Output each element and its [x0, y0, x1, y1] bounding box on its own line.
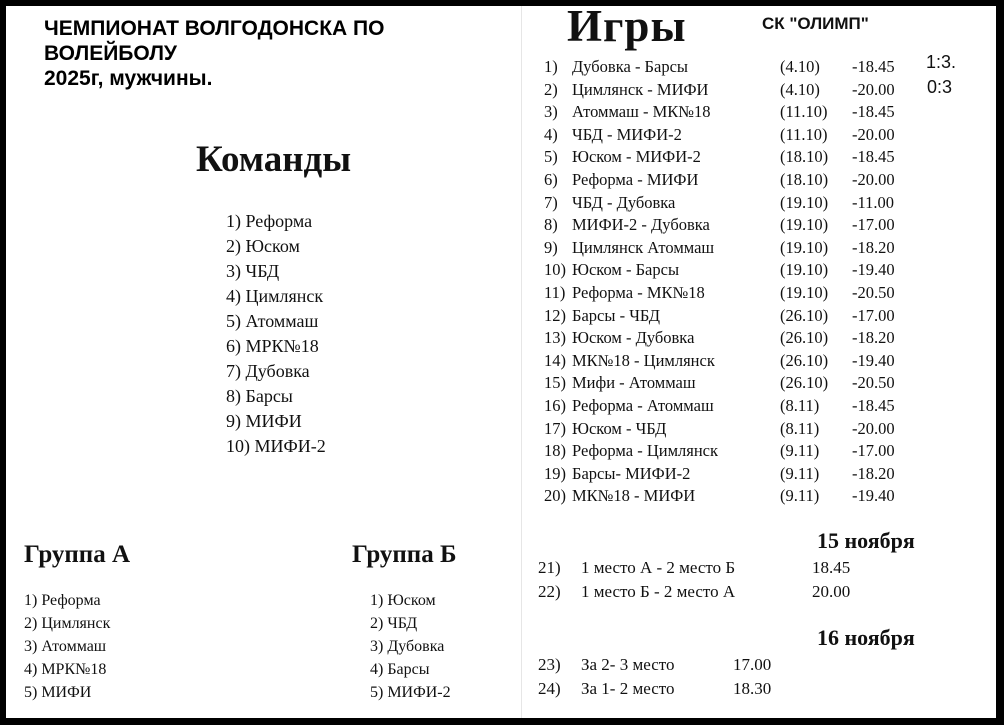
game-number: 17) [544, 418, 566, 438]
game-row [536, 463, 936, 486]
game-date: (8.11) [780, 395, 820, 415]
game-match: МИФИ-2 - Дубовка [572, 215, 710, 235]
group-a-title: Группа А [24, 541, 131, 568]
group-a-item: 2) Цимлянск [24, 615, 111, 632]
group-a-list [24, 589, 110, 704]
game-number: 11) [544, 282, 566, 302]
game-date: (26.10) [780, 350, 829, 370]
team-item: 9) МИФИ [226, 411, 302, 431]
game-number: 14) [544, 350, 566, 370]
game-match: Цимлянск - МИФИ [572, 79, 709, 99]
game-row [536, 124, 936, 147]
game-date: (11.10) [780, 102, 828, 122]
final-description: За 2- 3 место [581, 655, 675, 674]
games-list [536, 56, 936, 508]
game-row [536, 350, 936, 373]
game-date: (19.10) [780, 192, 829, 212]
final-description: За 1- 2 место [581, 679, 675, 698]
team-item: 7) Дубовка [226, 361, 310, 381]
team-item: 1) Реформа [226, 211, 313, 231]
game-number: 5) [544, 147, 558, 167]
game-time: -18.45 [852, 147, 895, 167]
game-number: 15) [544, 373, 566, 393]
game-match: Юском - ЧБД [572, 418, 667, 438]
game-time: -19.40 [852, 350, 895, 370]
game-date: (19.10) [780, 215, 829, 235]
final-time: 18.30 [733, 679, 772, 698]
header-line-2: ВОЛЕЙБОЛУ [44, 42, 177, 65]
final-time: 17.00 [733, 655, 772, 674]
game-number: 7) [544, 192, 558, 212]
game-time: -18.20 [852, 328, 895, 348]
group-b-title: Группа Б [352, 541, 457, 568]
game-time: -20.50 [852, 282, 895, 302]
game-row [536, 305, 936, 328]
game-row [536, 440, 936, 463]
group-b-item: 1) Юском [370, 592, 436, 609]
games-title: Игры [567, 6, 687, 51]
game-date: (19.10) [780, 237, 829, 257]
game-time: -20.00 [852, 79, 895, 99]
game-row [536, 56, 936, 79]
game-date: (26.10) [780, 373, 829, 393]
team-item: 3) ЧБД [226, 261, 280, 281]
game-date: (4.10) [780, 79, 820, 99]
group-a-item: 1) Реформа [24, 592, 101, 609]
group-a-item: 5) МИФИ [24, 684, 92, 701]
playoff-description: 1 место А - 2 место Б [581, 558, 736, 577]
game-match: Реформа - Атоммаш [572, 395, 714, 415]
game-2-score: 0:3 [927, 77, 953, 97]
game-match: МК№18 - Цимлянск [572, 350, 715, 370]
team-item: 2) Юском [226, 236, 300, 256]
game-match: Дубовка - Барсы [572, 57, 689, 76]
game-match: Реформа - МИФИ [572, 169, 699, 189]
group-b-item: 2) ЧБД [370, 615, 418, 632]
game-date: (11.10) [780, 124, 828, 144]
game-date: (18.10) [780, 147, 829, 167]
group-a-item: 3) Атоммаш [24, 638, 107, 655]
game-row [536, 192, 936, 215]
game-date: (19.10) [780, 282, 829, 302]
game-number: 9) [544, 237, 558, 257]
game-number: 16) [544, 395, 566, 415]
game-row [536, 418, 936, 441]
team-item: 4) Цимлянск [226, 286, 324, 306]
team-item: 10) МИФИ-2 [226, 436, 326, 456]
teams-title: Команды [196, 139, 352, 180]
day1-title: 15 ноября [817, 528, 915, 553]
game-row [536, 214, 936, 237]
game-row [536, 79, 936, 102]
game-row [536, 485, 936, 508]
header-line-1: ЧЕМПИОНАТ ВОЛГОДОНСКА ПО [44, 17, 385, 40]
playoff-time: 20.00 [812, 582, 851, 601]
game-date: (9.11) [780, 463, 820, 483]
team-item: 8) Барсы [226, 386, 293, 406]
game-number: 6) [544, 169, 558, 189]
final-number: 24) [538, 679, 561, 698]
game-number: 12) [544, 305, 566, 325]
playoff-description: 1 место Б - 2 место А [581, 582, 736, 601]
game-number: 20) [544, 486, 566, 506]
championship-header [44, 16, 504, 91]
game-number: 8) [544, 215, 558, 235]
game-number: 2) [544, 79, 558, 99]
game-number: 18) [544, 441, 566, 461]
game-match: Реформа - Цимлянск [572, 441, 719, 461]
teams-list [226, 209, 326, 459]
game-match: Барсы - ЧБД [572, 305, 661, 325]
game-match: Юском - Барсы [572, 260, 680, 280]
group-a-item: 4) МРК№18 [24, 661, 107, 678]
game-number: 19) [544, 463, 566, 483]
game-time: -20.00 [852, 418, 895, 438]
game-match: Мифи - Атоммаш [572, 373, 696, 393]
game-time: -20.00 [852, 124, 895, 144]
playoff-time: 18.45 [812, 558, 851, 577]
game-time: -19.40 [852, 260, 895, 280]
game-date: (19.10) [780, 260, 829, 280]
game-row [536, 146, 936, 169]
game-row [536, 327, 936, 350]
final-number: 23) [538, 655, 561, 674]
game-row [536, 169, 936, 192]
game-match: МК№18 - МИФИ [572, 486, 696, 506]
game-time: -20.50 [852, 373, 895, 393]
schedule-sheet [6, 6, 996, 718]
game-time: -18.20 [852, 237, 895, 257]
game-date: (18.10) [780, 169, 829, 189]
game-time: -20.00 [852, 169, 895, 189]
game-time: -18.45 [852, 102, 895, 122]
game-match: Юском - МИФИ-2 [572, 147, 701, 167]
game-date: (26.10) [780, 305, 829, 325]
game-match: Реформа - МК№18 [572, 282, 705, 302]
game-date: (8.11) [780, 418, 820, 438]
playoff-number: 21) [538, 558, 561, 577]
game-match: Атоммаш - МК№18 [572, 102, 711, 122]
day2-title: 16 ноября [817, 625, 915, 650]
game-row [536, 395, 936, 418]
game-time: -18.45 [852, 57, 895, 76]
group-b-list [370, 589, 451, 704]
game-number: 13) [544, 328, 566, 348]
game-number: 10) [544, 260, 566, 280]
game-time: -18.20 [852, 463, 895, 483]
game-row [536, 282, 936, 305]
game-date: (9.11) [780, 441, 820, 461]
game-date: (4.10) [780, 57, 820, 76]
game-number: 3) [544, 102, 558, 122]
game-date: (26.10) [780, 328, 829, 348]
game-number: 1) [544, 57, 558, 76]
group-b-item: 5) МИФИ-2 [370, 684, 451, 701]
club-label: СК "ОЛИМП" [762, 14, 869, 33]
playoff-number: 22) [538, 582, 561, 601]
game-date: (9.11) [780, 486, 820, 506]
team-item: 6) МРК№18 [226, 336, 319, 356]
game-match: Цимлянск Атоммаш [572, 237, 715, 257]
game-row [536, 259, 936, 282]
game-time: -17.00 [852, 215, 895, 235]
game-match: Барсы- МИФИ-2 [572, 463, 691, 483]
group-b-item: 4) Барсы [370, 661, 430, 678]
game-1-score: 1:3. [926, 52, 957, 72]
game-time: -17.00 [852, 305, 895, 325]
game-row [536, 101, 936, 124]
game-row [536, 237, 936, 260]
game-match: ЧБД - Дубовка [572, 192, 676, 212]
group-b-item: 3) Дубовка [370, 638, 445, 655]
game-match: ЧБД - МИФИ-2 [572, 124, 682, 144]
game-time: -18.45 [852, 395, 895, 415]
game-time: -11.00 [852, 192, 895, 212]
game-time: -17.00 [852, 441, 895, 461]
header-line-3: 2025г, мужчины. [44, 67, 213, 90]
game-time: -19.40 [852, 486, 895, 506]
game-row [536, 372, 936, 395]
game-number: 4) [544, 124, 558, 144]
game-match: Юском - Дубовка [572, 328, 695, 348]
page-fold-divider [521, 6, 522, 718]
team-item: 5) Атоммаш [226, 311, 319, 331]
